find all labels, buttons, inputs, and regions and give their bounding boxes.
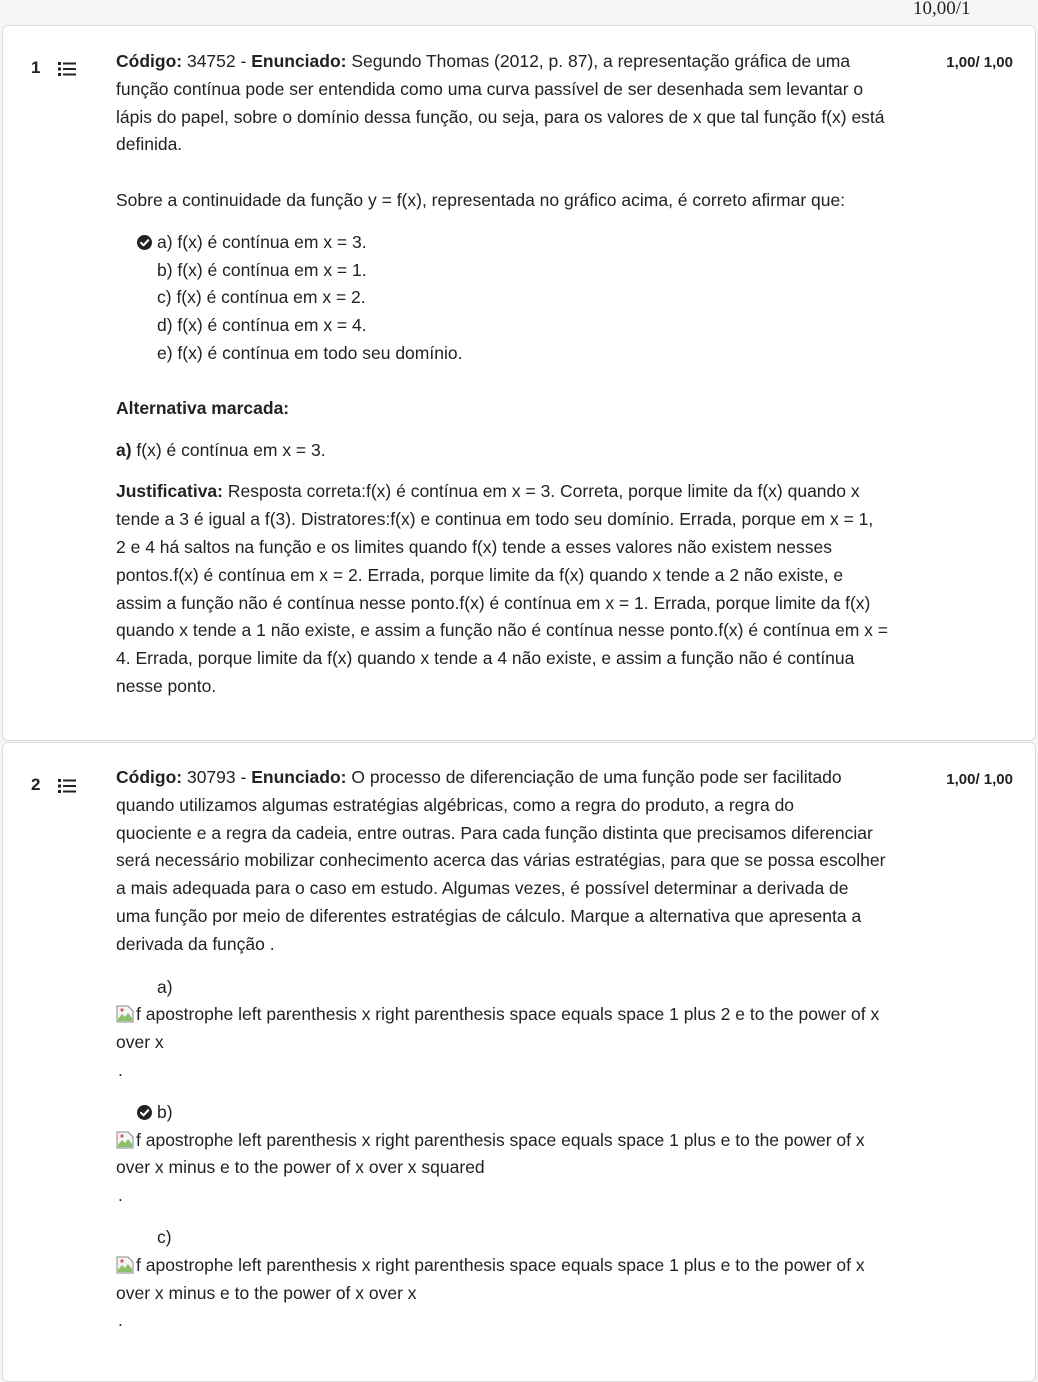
marked-text: f(x) é contínua em x = 3.	[131, 439, 326, 460]
formula-image-alt	[116, 1127, 906, 1183]
justification-line: assim a função não é contínua nesse ponto.f(x) é contínua em x = 1. Errada, porque limite da f(x)	[116, 592, 871, 613]
alt-text: f apostrophe left parenthesis x right parenthesis space equals space 1 plus 2 e to the power of x	[136, 1004, 880, 1025]
options-list	[116, 974, 906, 1336]
statement-line: Segundo Thomas (2012, p. 87), a representação gráfica de uma	[351, 51, 851, 71]
justification	[116, 478, 906, 700]
question-card-1	[2, 25, 1036, 741]
check-circle-icon	[137, 1105, 152, 1120]
statement	[116, 764, 906, 959]
prompt: Sobre a continuidade da função y = f(x), representada no gráfico acima, é correto afirmar que:	[116, 189, 846, 210]
alt-text: over x minus e to the power of x over x squared	[116, 1157, 485, 1178]
justification-line: pontos.f(x) é contínua em x = 2. Errada, porque limite da f(x) quando x tende a 2 não existe, e	[116, 564, 844, 585]
option-text: d) f(x) é contínua em x = 4.	[157, 315, 367, 336]
option-c[interactable]	[116, 1224, 906, 1335]
option-a[interactable]	[116, 974, 906, 1085]
option-text: b) f(x) é contínua em x = 1.	[157, 259, 367, 280]
statement	[116, 48, 906, 159]
alt-text: over x	[116, 1032, 164, 1053]
broken-image-icon	[116, 1005, 134, 1023]
question-card-2	[2, 742, 1036, 1382]
question-body	[116, 48, 906, 701]
justification-line: 4. Errada, porque limite da f(x) quando x tende a 4 não existe, e assim a função não é contínua	[116, 648, 855, 669]
statement-line: quando utilizamos algumas estratégias algébricas, como a regra do produto, a regra do	[116, 794, 795, 815]
alt-text: f apostrophe left parenthesis x right parenthesis space equals space 1 plus e to the power of x	[136, 1129, 865, 1150]
option-text: a) f(x) é contínua em x = 3.	[157, 231, 367, 252]
question-body	[116, 764, 906, 1335]
option-d[interactable]	[116, 312, 906, 340]
statement-label: Enunciado:	[251, 767, 347, 787]
marked-letter: a)	[116, 439, 132, 460]
statement-line: definida.	[116, 134, 183, 155]
question-number: 2	[31, 775, 41, 794]
option-letter: a)	[157, 976, 173, 997]
option-b[interactable]	[116, 257, 906, 285]
justification-line: tende a 3 é igual a f(3). Distratores:f(x) e continua em todo seu domínio. Errada, porque em x = 1,	[116, 509, 874, 530]
statement-line: derivada da função .	[116, 933, 275, 954]
broken-image-icon	[116, 1256, 134, 1274]
question-score: 1,00/ 1,00	[946, 771, 1013, 788]
total-score: 10,00/1	[913, 0, 971, 19]
code-value: 30793	[186, 767, 236, 787]
option-label	[116, 1099, 906, 1127]
check-circle-icon	[137, 235, 152, 250]
option-label	[116, 1224, 906, 1252]
option-text: c) f(x) é contínua em x = 2.	[157, 287, 366, 308]
justification-line: nesse ponto.	[116, 675, 217, 696]
statement-line: O processo de diferenciação de uma função pode ser facilitado	[346, 767, 842, 787]
statement-label: Enunciado:	[251, 51, 347, 71]
justification-line: quando x tende a 1 não existe, e assim a função não é contínua nesse ponto.f(x) é contínua em x =	[116, 620, 888, 641]
marked-answer	[116, 437, 906, 465]
code-label: Código:	[116, 51, 183, 71]
question-number: 1	[31, 58, 41, 77]
list-icon[interactable]	[58, 779, 76, 793]
separator: -	[235, 767, 252, 787]
alt-text: over x minus e to the power of x over x	[116, 1282, 417, 1303]
option-a[interactable]	[116, 229, 906, 257]
option-dot: .	[118, 1059, 123, 1080]
statement-line: será necessário mobilizar conhecimento acerca das várias estratégias, para que se possa escolher	[116, 850, 886, 871]
option-b[interactable]	[116, 1099, 906, 1210]
option-text: e) f(x) é contínua em todo seu domínio.	[157, 342, 463, 363]
statement-line: uma função por meio de diferentes estratégias de cálculo. Marque a alternativa que apresenta a	[116, 905, 862, 926]
marked-label: Alternativa marcada:	[116, 397, 290, 418]
justification-label: Justificativa:	[116, 481, 223, 502]
option-c[interactable]	[116, 284, 906, 312]
justification-line: 2 e 4 há saltos na função e os limites quando f(x) tende a esses valores não existem nesses	[116, 536, 832, 557]
code-value: 34752	[186, 51, 236, 71]
code-label: Código:	[116, 767, 183, 787]
statement-line: função contínua pode ser entendida como uma curva passível de ser desenhada sem levantar o	[116, 78, 864, 99]
justification-line: Resposta correta:f(x) é contínua em x = 3. Correta, porque limite da f(x) quando x	[227, 481, 860, 502]
separator: -	[235, 51, 252, 71]
option-letter: b)	[157, 1101, 173, 1122]
broken-image-icon	[116, 1131, 134, 1149]
question-score: 1,00/ 1,00	[946, 54, 1013, 71]
statement-line: lápis do papel, sobre o domínio dessa função, ou seja, para os valores de x que tal função f(x) está	[116, 106, 885, 127]
option-letter: c)	[157, 1226, 172, 1247]
alt-text: f apostrophe left parenthesis x right parenthesis space equals space 1 plus e to the power of x	[136, 1254, 865, 1275]
option-e[interactable]	[116, 340, 906, 368]
option-dot: .	[118, 1310, 123, 1331]
options-list	[116, 229, 906, 368]
statement-line: quociente e a regra da cadeia, entre outras. Para cada função distinta que precisamos diferenciar	[116, 822, 873, 843]
statement-line: a mais adequada para o caso em estudo. Algumas vezes, é possível determinar a derivada de	[116, 878, 849, 899]
option-dot: .	[118, 1185, 123, 1206]
option-label	[116, 974, 906, 1002]
formula-image-alt	[116, 1001, 906, 1057]
list-icon[interactable]	[58, 62, 76, 76]
formula-image-alt	[116, 1252, 906, 1308]
